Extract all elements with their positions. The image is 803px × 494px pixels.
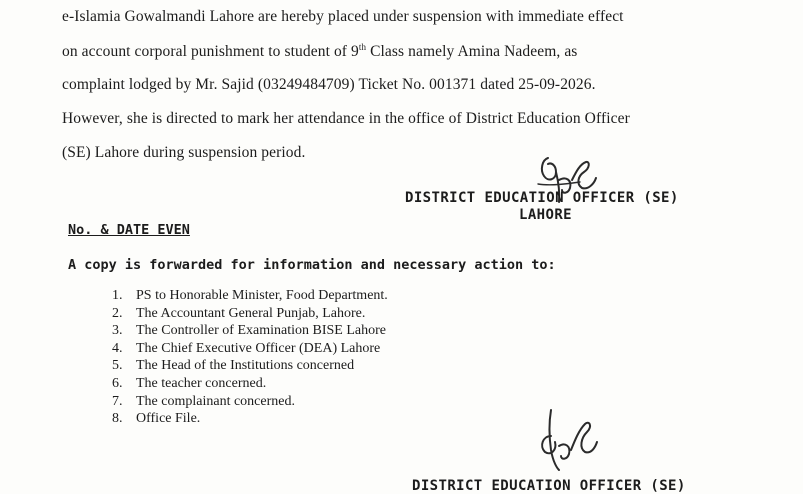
list-item-text: Office File. [136,411,201,427]
list-item-text: PS to Honorable Minister, Food Department. [136,288,388,303]
body-line-5: (SE) Lahore during suspension period. [62,144,306,161]
ordinal-superscript: th [358,42,367,52]
list-item-number: 6. [112,375,123,391]
body-line-3: complaint lodged by Mr. Sajid (03249484709) Ticket No. 001371 dated 25-09-2026. [62,76,596,93]
list-item-number: 2. [112,305,123,321]
list-item [112,410,388,428]
list-item-number: 3. [112,323,123,339]
body-line-2-part-2: Class namely Amina Nadeem, as [366,43,578,61]
recipient-list [112,287,388,428]
list-item-number: 8. [112,411,123,427]
list-item [112,393,388,411]
signatory-title-bottom: DISTRICT EDUCATION OFFICER (SE) [412,478,686,494]
list-item [112,375,388,393]
list-item [112,340,388,358]
list-item-text: The Controller of Examination BISE Lahore [136,323,386,339]
list-item-text: The Head of the Institutions concerned [136,358,355,374]
body-line-4: However, she is directed to mark her attendance in the office of District Education Officer [62,110,630,127]
list-item [112,357,388,375]
list-item-text: The teacher concerned. [136,375,267,391]
reference-number: No. & DATE EVEN [68,222,190,238]
list-item-text: The complainant concerned. [136,393,295,409]
list-item-number: 1. [112,288,123,303]
list-item-number: 7. [112,393,123,409]
list-item-number: 4. [112,340,123,356]
signature-bottom [535,406,605,478]
list-item-number: 5. [112,358,123,374]
forward-heading: A copy is forwarded for information and necessary action to: [68,257,556,273]
list-item [112,305,388,323]
signatory-title-top: DISTRICT EDUCATION OFFICER (SE) [405,190,679,206]
body-line-2-part-1: on account corporal punishment to student of 9 [62,43,359,61]
list-item [112,287,388,305]
list-item [112,322,388,340]
body-line-2 [62,42,577,61]
list-item-text: The Accountant General Punjab, Lahore. [136,305,366,321]
body-line-1: e-Islamia Gowalmandi Lahore are hereby placed under suspension with immediate effect [62,8,624,25]
list-item-text: The Chief Executive Officer (DEA) Lahore [136,340,381,356]
signatory-location-top: LAHORE [519,207,572,223]
